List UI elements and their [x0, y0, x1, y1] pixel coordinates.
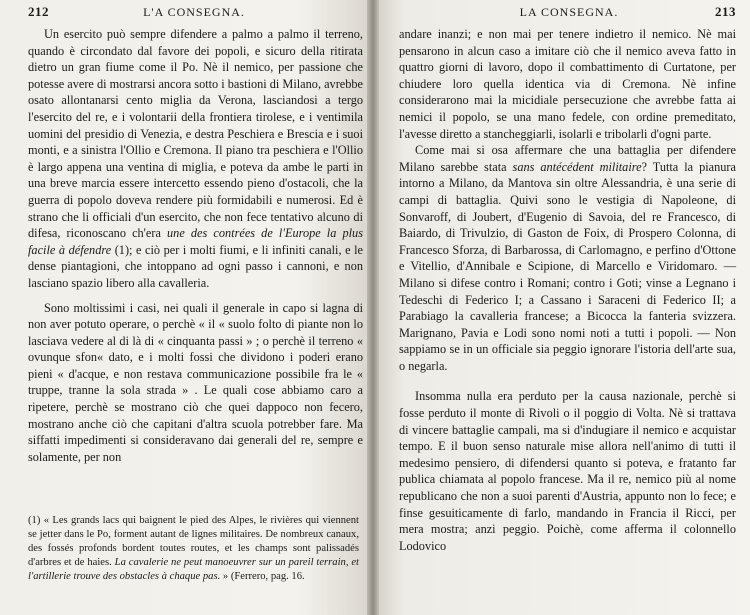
left-body-text	[28, 26, 363, 465]
right-paragraph-1: andare inanzi; e non mai per tenere indietro il nemico. Nè mai pensarono in alcun caso a imitare ciò che il nemico aveva fatto in quattro giorni di lavoro, dopo il combattimento di Curtatone, per chiudere loro quella identica via di Cremona. Nè infine considerarono mai la micidiale persecuzione che avrebbe fatta ai nemici il popolo, se una mano fedele, con ordine premeditato, l'avesse diretto a stancheggiarli, isolarli e tribolarli d'ogni parte.	[399, 27, 736, 141]
page-number-left: 212	[28, 4, 49, 19]
footnote-text-b: » (Ferrero, pag. 16.	[220, 571, 305, 582]
page-number-right: 213	[714, 4, 736, 19]
running-head-right: LA CONSEGNA.	[519, 5, 619, 19]
left-paragraph-1-italic: une des contrées de l'Europe la plus facile à défendre	[28, 226, 363, 257]
right-paragraph-2-italic: sans antécédent militaire	[512, 159, 642, 174]
left-paragraph-1-text-a: Un esercito può sempre difendere a palmo a palmo il terreno, quando è circondato dal favore dei popoli, e sicuro della ritirata dietro un gran fiume come il Po. Nè il nemico, per passione che potesse avere di mostrarsi ancora sotto i bastioni di Milano, avrebbe osato allontanarsi cento miglia da Verona, lasciandosi a tergo l'esercito del re, e i volontarii della frontiera tirolese, e i ventimila uomini del presidio di Venezia, e destra Peschiera e Brescia e i suoi monti, e a sinistra l'Ollio e Cremona. Il piano tra peschiera e l'Ollio è largo appena una ventina di miglia, e poteva da ambe le parti in una breve marcia essere intercetto essendo pieno d'ostacoli, che la guerra di popolo doveva rendere più formidabili e numerosi. Ed è strano che li officiali d'un esercito, che non fece tentativo alcuno di difesa, riconoscano ch'era	[28, 27, 364, 241]
running-head-left: L'A CONSEGNA.	[143, 5, 245, 19]
left-paragraph-2: Sono moltissimi i casi, nei quali il generale in capo si lagna di non aver potuto operare, o perchè « il « suolo folto di piante non lo lasciava vedere al di là di « cinquanta passi » ; o perchè il terreno « ovunque sfon« dato, e i molti fossi che dividono i poderi erano pieni « d'acque, e non restava communicazione possibile fra le « truppe, tranne la sola strada » . Le quali cose abbiamo caro a ripetere, perchè se mostrano ciò che quei dappoco non fecero, mostrano anche ciò che capitani d'altra scuola potrebber fare. Ma siffatti impedimenti si consideravano dai generali del re, sempre e solamente, per non	[28, 300, 363, 464]
right-page	[373, 0, 750, 615]
left-paragraph-1	[28, 26, 363, 292]
left-page-header	[28, 4, 363, 24]
right-body-text	[399, 26, 736, 554]
left-page	[0, 0, 373, 615]
right-paragraph-2-text-b: ? Tutta la pianura intorno a Milano, da Mantova sin oltre Alessandria, è una serie di campi di battaglia. Quivi sono le vestigia di Napoleone, di Sonvaroff, di Joubert, d'Eugenio di Savoia, del re Francesco, di Baiardo, di Trivulzio, di Gaston de Foix, di Prospero Colonna, di Francesco Sforza, di Barbarossa, di Carlomagno, e perfino d'Ottone e Vitellio, d'Annibale e Scipione, di Marcello e Viridomaro. — Milano si difese contro i Romani; contro i Goti; vinse a Legnano i Tedeschi di Federico I; a Cassano i Saraceni di Federico II; a Parabiago la cavalleria francese; a Bicocca la fanteria svizzera. Marignano, Pavia e Lodi sono nomi noti a tutti i popoli. — Non sappiamo se in un officiale sia peggio ignorare l'istoria dell'arte sua, o negarla.	[399, 159, 736, 373]
footnote-italic: La cavalerie ne peut manoeuvrer sur un pareil terrain, et l'artillerie trouve des obstacles à chaque pas.	[28, 557, 359, 582]
footnote-text-a: (1) « Les grands lacs qui baignent le pied des Alpes, le rivières qui viennent se jetter dans le Po, forment autant de lignes militaires. De nombreux canaux, des fossés profonds bordent toutes routes, et les champs sont palissadés d'arbres et de haies.	[28, 515, 359, 568]
footnote	[28, 514, 359, 584]
book-gutter	[367, 0, 379, 615]
right-paragraph-2	[399, 142, 736, 374]
right-paragraph-2-text-a: Come mai si osa affermare che una battaglia per difendere Milano sarebbe stata	[399, 143, 736, 174]
right-paragraph-3: Insomma nulla era perduto per la causa nazionale, perchè si fosse perduto il monte di Rivoli o il poggio di Volta. Nè si trattava di vincere battaglie campali, ma si d'indugiare il nemico e acquistar tempo. E il buon senso naturale mise allora nell'animo di tutti il medesimo pensiero, di difendersi quanto si poteva, e fratanto far publica chiamata al popolo francese. Ma il re, nemico più al nome republicano che non a suoi parenti d'Austria, appunto non lo fece; e finse gesuiticamente di farlo, mandando in Francia il Ricci, per mera mostra; anzi peggio. Poichè, come afferma il colonnello Lodovico	[399, 389, 736, 553]
right-page-header	[399, 4, 736, 24]
left-paragraph-1-text-b: (1); e ciò per i molti fiumi, e li infiniti canali, e le dense piantagioni, che intoppano ad ogni passo i cannoni, e non lasciano spazio libero alla cavalleria.	[28, 242, 363, 290]
